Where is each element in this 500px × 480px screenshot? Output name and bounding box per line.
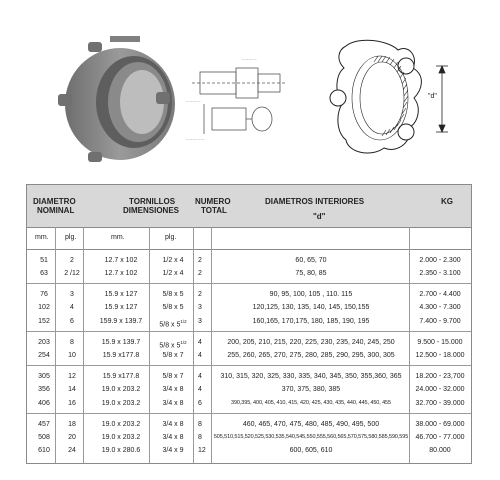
coupling-photo <box>48 34 188 174</box>
cell-di: 310, 315, 320, 325, 330, 335, 340, 345, 350, 355,360, 365 <box>220 373 402 381</box>
cell-t-plg: 3/4 x 8 <box>162 386 184 394</box>
cell-mm: 254 <box>38 352 50 359</box>
cell-plg: 4 <box>70 304 74 312</box>
cell-plg: 12 <box>68 373 76 381</box>
cell-t-plg: 5/8 x $5^{1/2}$ <box>159 339 187 350</box>
cell-di: 60, 65, 70 <box>295 256 327 264</box>
cell-plg: 16 <box>68 399 76 407</box>
cell-t-mm: 19.0 x 203.2 <box>101 399 141 407</box>
cell-t-plg: 5/8 x $5^{1/2}$ <box>159 318 187 328</box>
cell-t-plg: 1/2 x 4 <box>162 270 184 277</box>
cell-t-plg: 3/4 x 8 <box>162 434 184 441</box>
cell-di: 200, 205, 210, 215, 220, 225, 230, 235, 240, 245, 250 <box>227 338 395 346</box>
svg-text:— — — — —: — — — — — <box>186 137 205 141</box>
cell-t-mm: 19.0 x 203.2 <box>101 386 141 394</box>
cell-kg: 32.700 - 39.000 <box>415 399 465 407</box>
cell-mm: 63 <box>40 270 48 277</box>
cell-kg: 38.000 - 69.000 <box>415 420 465 428</box>
cell-plg: 24 <box>68 447 76 455</box>
cell-di: 90, 95, 100, 105 , 110. 115 <box>269 291 353 299</box>
cell-kg: 46.700 - 77.000 <box>415 434 465 441</box>
cell-di: 390,395, 400, 405, 410, 415, 420, 425, 430, 435, 440, 445, 450, 455 <box>231 399 391 406</box>
column-divider <box>55 227 56 463</box>
cell-mm: 610 <box>38 447 50 455</box>
header-diametro: DIAMETRO <box>33 197 76 206</box>
cell-kg: 4.300 - 7.300 <box>419 304 461 312</box>
cell-kg: 7.400 - 9.700 <box>419 317 461 325</box>
cell-di: 370, 375, 380, 385 <box>281 386 341 394</box>
cell-t-mm: 15.9 x 127 <box>104 304 138 312</box>
cell-plg: 8 <box>70 338 74 346</box>
header-total: TOTAL <box>201 206 227 215</box>
cell-num: 4 <box>198 386 202 394</box>
subheader-plg: plg. <box>65 234 77 241</box>
cell-t-mm: 15.9 x177.8 <box>102 373 140 381</box>
cell-kg: 2.000 - 2.300 <box>419 256 461 264</box>
cell-t-plg: 1/2 x 4 <box>162 256 184 264</box>
cell-mm: 51 <box>40 256 48 264</box>
cell-mm: 457 <box>38 420 50 428</box>
table-header <box>27 185 471 228</box>
cell-t-plg: 5/8 x 7 <box>162 373 184 381</box>
cell-t-plg: 3/4 x 8 <box>162 420 184 428</box>
cell-kg: 2.350 - 3.100 <box>419 270 461 277</box>
cell-fraction-sup: 1/2 <box>180 318 187 324</box>
header-diametros-interiores: DIAMETROS INTERIORES <box>265 197 365 206</box>
table-subheader <box>27 227 471 250</box>
header-tornillos: TORNILLOS <box>129 197 176 206</box>
group-divider <box>27 283 471 284</box>
cell-mm: 152 <box>38 317 50 325</box>
cell-num: 2 <box>198 270 202 277</box>
cell-mm: 356 <box>38 386 50 394</box>
section-drawing <box>182 52 292 144</box>
svg-text:— — — —: — — — — <box>186 99 201 103</box>
cell-mm: 406 <box>38 399 50 407</box>
subheader-tornillo-mm: mm. <box>111 234 125 241</box>
cell-num: 4 <box>198 338 202 346</box>
cell-mm: 76 <box>40 291 48 299</box>
cell-num: 4 <box>198 373 202 381</box>
header-kg: KG <box>441 197 453 206</box>
cell-t-plg: 5/8 x 5 <box>162 304 184 312</box>
cell-t-plg: 3/4 x 9 <box>162 447 184 455</box>
cell-plg: 14 <box>68 386 76 394</box>
header-numero: NUMERO <box>195 197 231 206</box>
cell-di: 120,125, 130, 135, 140, 145, 150,155 <box>252 304 370 312</box>
cell-num: 12 <box>198 447 206 455</box>
cell-mm: 305 <box>38 373 50 381</box>
column-divider <box>83 227 84 463</box>
group-divider <box>27 413 471 414</box>
cell-t-mm: 19.0 x 280.6 <box>101 447 141 455</box>
cell-t-mm: 12.7 x 102 <box>104 270 138 277</box>
cell-fraction-sup: 1/2 <box>180 339 187 345</box>
cell-t-mm: 19.0 x 203.2 <box>101 420 141 428</box>
svg-text:— — — —: — — — — <box>242 57 257 61</box>
cell-num: 3 <box>198 317 202 325</box>
cell-di: 505,510,515,520,525,530,535,540,545,550,555,560,565,570,575,580,585,590,595 <box>213 434 409 440</box>
cell-kg: 80.000 <box>429 447 451 455</box>
cell-t-plg: 5/8 x 5 <box>162 291 184 299</box>
cell-num: 3 <box>198 304 202 312</box>
header-d: "d" <box>313 212 326 221</box>
cell-mm: 508 <box>38 434 50 441</box>
cell-num: 8 <box>198 434 202 441</box>
cell-kg: 12.500 - 18.000 <box>415 352 465 359</box>
cell-kg: 18.200 - 23,700 <box>415 373 465 381</box>
cell-plg: 3 <box>70 291 74 299</box>
cell-plg: 6 <box>70 317 74 325</box>
cell-mm: 102 <box>38 304 50 312</box>
cell-t-mm: 15.9 x 139.7 <box>101 338 141 346</box>
cell-di: 75, 80, 85 <box>295 270 327 277</box>
cell-num: 2 <box>198 256 202 264</box>
cell-plg: 10 <box>68 352 76 359</box>
cell-t-plg: 3/4 x 8 <box>162 399 184 407</box>
d-dimension-label: "d" <box>428 93 437 100</box>
cell-di: 460, 465, 470, 475, 480, 485, 490, 495, 500 <box>242 420 380 428</box>
cell-mm: 203 <box>38 338 50 346</box>
column-divider <box>409 227 410 463</box>
cell-plg: 2 <box>70 256 74 264</box>
specs-table <box>26 184 472 464</box>
cell-di: 600, 605, 610 <box>289 447 333 455</box>
cell-num: 4 <box>198 352 202 359</box>
cell-num: 8 <box>198 420 202 428</box>
cell-plg: 18 <box>68 420 76 428</box>
subheader-mm: mm. <box>35 234 49 241</box>
cell-plg: 2 /12 <box>64 270 80 277</box>
cell-t-mm: 15.9 x177.8 <box>102 352 140 359</box>
subheader-tornillo-plg: plg. <box>165 234 177 241</box>
cell-t-mm: 12.7 x 102 <box>104 256 138 264</box>
cell-num: 6 <box>198 399 202 407</box>
cell-t-mm: 159.9 x 139.7 <box>99 317 143 325</box>
cell-t-plg: 5/8 x 7 <box>162 352 184 359</box>
group-divider <box>27 331 471 332</box>
cell-kg: 24.000 - 32.000 <box>415 386 465 394</box>
cell-kg: 9.500 - 15.000 <box>417 338 463 346</box>
header-nominal: NOMINAL <box>37 206 75 215</box>
header-dimensiones: DIMENSIONES <box>123 206 180 215</box>
cell-kg: 2.700 - 4.400 <box>419 291 461 299</box>
cell-di: 160,165, 170,175, 180, 185, 190, 195 <box>252 317 370 325</box>
cell-t-mm: 15.9 x 127 <box>104 291 138 299</box>
flange-drawing <box>318 28 468 168</box>
cell-num: 2 <box>198 291 202 299</box>
cell-di: 255, 260, 265, 270, 275, 280, 285, 290, 295, 300, 305 <box>227 352 395 359</box>
cell-plg: 20 <box>68 434 76 441</box>
group-divider <box>27 365 471 366</box>
cell-t-mm: 19.0 x 203.2 <box>101 434 141 441</box>
